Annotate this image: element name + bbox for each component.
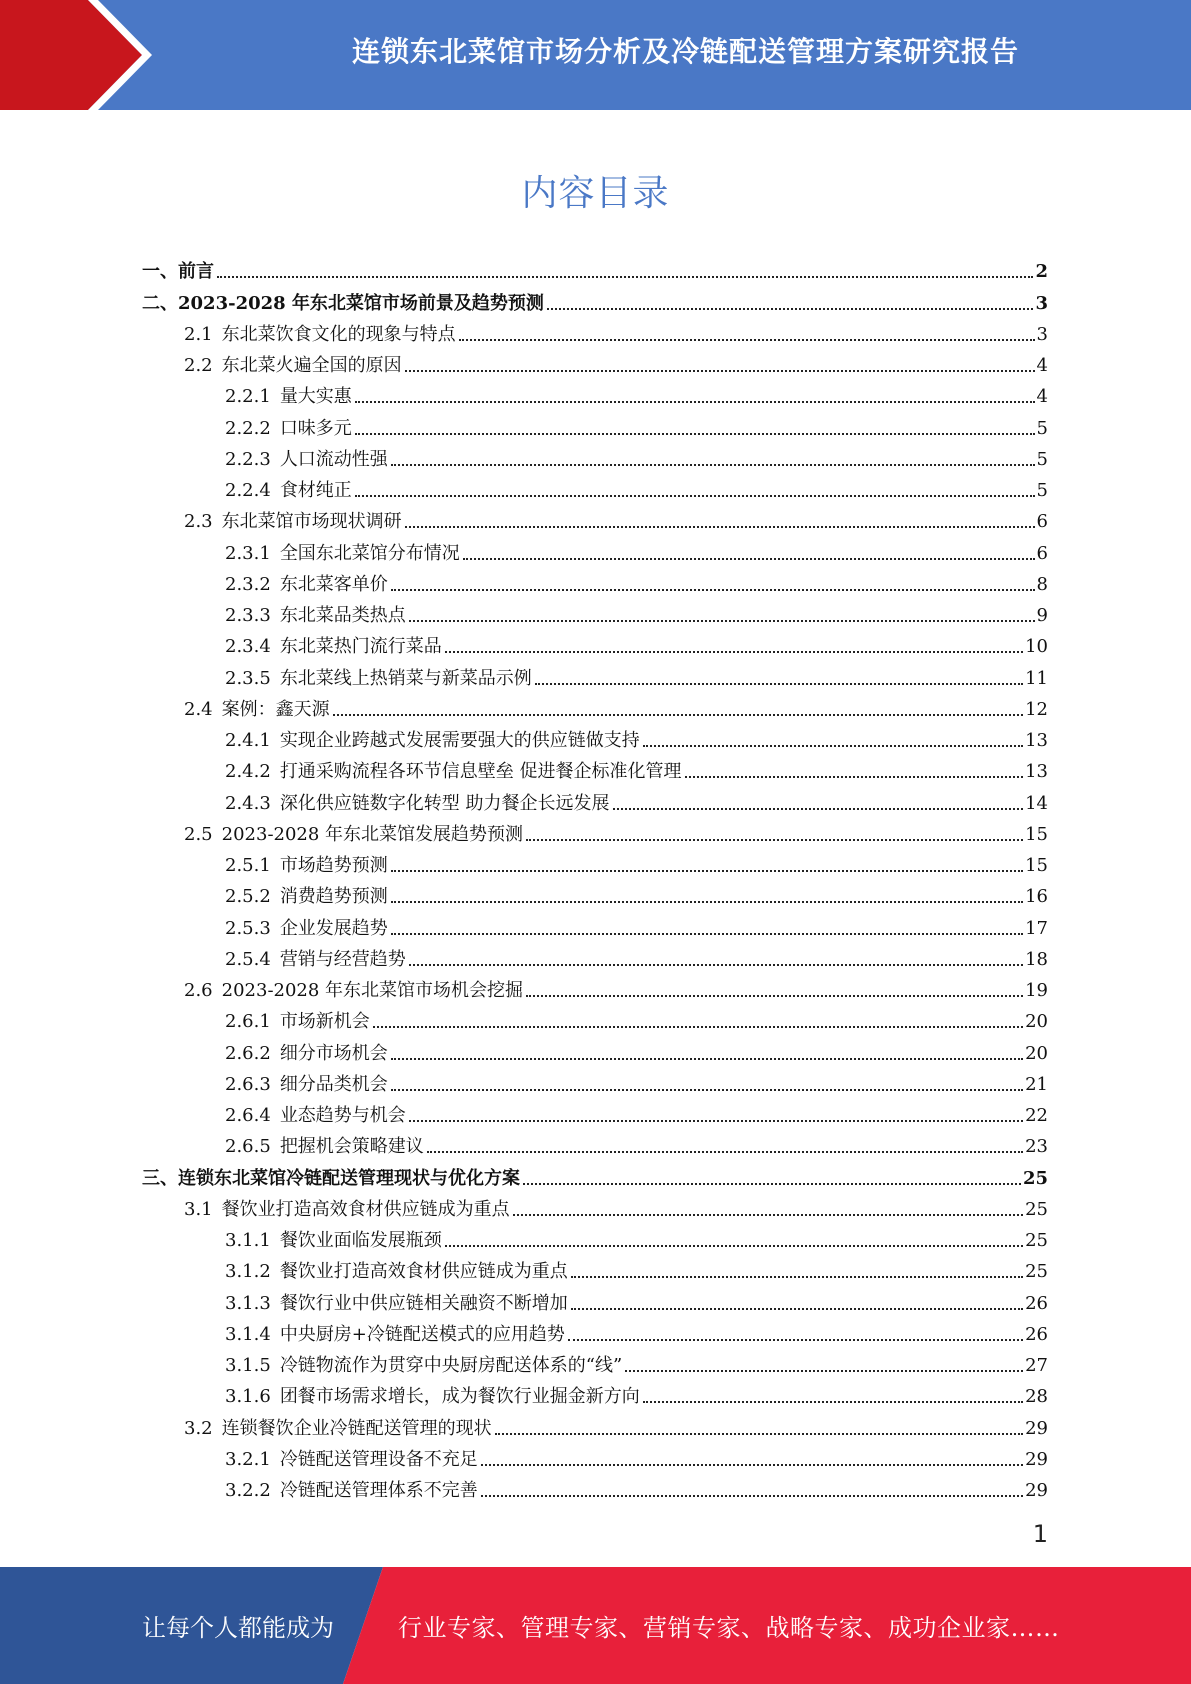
toc-entry[interactable]	[142, 1472, 1048, 1503]
toc-entry-label: 量大实惠	[279, 386, 352, 408]
toc-entry-number: 3.1.5	[225, 1355, 271, 1376]
toc-entry-page: 8	[1036, 573, 1048, 595]
toc-entry[interactable]	[142, 1316, 1048, 1347]
toc-entry[interactable]	[142, 722, 1048, 753]
toc-entry-page: 11	[1025, 667, 1048, 689]
toc-entry-number: 2.5.1	[225, 855, 271, 876]
toc-entry[interactable]	[142, 1066, 1048, 1097]
toc-entry-page: 12	[1025, 698, 1048, 720]
toc-entry-page: 19	[1025, 980, 1048, 1001]
toc-dot-leader	[643, 1401, 1023, 1403]
toc-entry[interactable]	[142, 1378, 1048, 1409]
toc-entry-number: 2.5	[184, 823, 213, 845]
toc-heading: 内容目录	[521, 173, 670, 214]
toc-dot-leader	[481, 1495, 1023, 1497]
toc-entry[interactable]	[142, 1097, 1048, 1128]
toc-entry-number: 3.2	[184, 1417, 213, 1439]
toc-dot-leader	[459, 339, 1035, 341]
toc-entry-label: 东北菜客单价	[279, 573, 388, 595]
toc-entry[interactable]	[142, 1441, 1048, 1472]
toc-entry-label: 案例：鑫天源	[221, 698, 330, 720]
toc-entry[interactable]	[142, 847, 1048, 878]
toc-entry[interactable]	[142, 784, 1048, 815]
toc-entry-number: 2.3.1	[225, 542, 271, 564]
header-arrow-shape	[0, 0, 160, 110]
toc-entry-label: 餐饮业面临发展瓶颈	[279, 1230, 442, 1251]
toc-entry-label: 餐饮行业中供应链相关融资不断增加	[279, 1292, 568, 1314]
toc-entry-page: 25	[1022, 1167, 1048, 1189]
toc-entry-label: 冷链配送管理体系不完善	[279, 1480, 478, 1501]
toc-entry-number: 3.2.1	[225, 1448, 271, 1470]
toc-entry-page: 4	[1036, 386, 1048, 408]
toc-entry-number: 3.1	[184, 1198, 213, 1220]
toc-entry-number: 2.2.4	[225, 480, 271, 501]
toc-entry-label: 一、前言	[142, 261, 214, 283]
toc-dot-leader	[427, 1151, 1023, 1153]
toc-entry-page: 5	[1036, 417, 1048, 439]
toc-dot-leader	[355, 401, 1035, 403]
page-number: 1	[1032, 1520, 1048, 1548]
toc-entry-label: 2023-2028 年东北菜馆发展趋势预测	[221, 823, 524, 845]
toc-entry-label: 东北菜火遍全国的原因	[221, 355, 402, 376]
toc-entry-label: 食材纯正	[279, 480, 352, 501]
toc-dot-leader	[526, 839, 1023, 841]
toc-entry-page: 23	[1025, 1136, 1048, 1158]
toc-entry[interactable]	[142, 628, 1048, 659]
toc-entry-label: 口味多元	[279, 417, 352, 439]
toc-entry-label: 冷链配送管理设备不充足	[279, 1448, 478, 1470]
toc-entry-label: 企业发展趋势	[279, 917, 388, 939]
toc-dot-leader	[405, 526, 1035, 528]
footer-band	[0, 1567, 1191, 1684]
toc-entry[interactable]	[142, 1034, 1048, 1065]
toc-entry-page: 25	[1025, 1198, 1048, 1220]
toc-entry[interactable]	[142, 566, 1048, 597]
toc-entry[interactable]	[142, 1347, 1048, 1378]
toc-entry-label: 东北菜品类热点	[279, 605, 406, 626]
toc-entry-number: 2.2.1	[225, 386, 271, 408]
table-of-contents	[142, 253, 1048, 1503]
toc-entry-page: 3	[1035, 292, 1048, 314]
toc-entry-number: 3.1.4	[225, 1323, 271, 1345]
toc-entry-page: 29	[1025, 1417, 1048, 1439]
toc-entry-number: 2.3	[184, 511, 213, 533]
toc-dot-leader	[355, 433, 1035, 435]
toc-entry-number: 2.4.3	[225, 792, 271, 814]
toc-entry-page: 29	[1025, 1480, 1048, 1501]
toc-dot-leader	[495, 1433, 1023, 1435]
toc-entry[interactable]	[142, 816, 1048, 847]
toc-entry-number: 2.2.3	[225, 448, 271, 470]
toc-entry-page: 4	[1036, 355, 1048, 376]
toc-entry[interactable]	[142, 1284, 1048, 1315]
toc-dot-leader	[409, 964, 1023, 966]
toc-entry-label: 市场新机会	[279, 1011, 370, 1033]
toc-entry-page: 20	[1025, 1011, 1048, 1033]
toc-entry-label: 业态趋势与机会	[279, 1105, 406, 1126]
toc-entry-number: 3.1.2	[225, 1261, 271, 1283]
toc-dot-leader	[568, 1339, 1023, 1341]
toc-dot-leader	[613, 808, 1024, 810]
toc-entry[interactable]	[142, 1159, 1048, 1190]
toc-dot-leader	[217, 276, 1033, 278]
toc-entry[interactable]	[142, 441, 1048, 472]
toc-entry-page: 26	[1025, 1292, 1048, 1314]
toc-entry-page: 14	[1025, 792, 1048, 814]
toc-dot-leader	[535, 683, 1023, 685]
toc-entry-label: 东北菜馆市场现状调研	[221, 511, 402, 533]
toc-entry[interactable]	[142, 1128, 1048, 1159]
toc-entry-number: 2.6.5	[225, 1136, 271, 1158]
toc-dot-leader	[405, 370, 1035, 372]
toc-entry-number: 2.3.2	[225, 573, 271, 595]
toc-entry[interactable]	[142, 941, 1048, 972]
toc-entry-page: 29	[1025, 1448, 1048, 1470]
toc-entry-number: 2.6.3	[225, 1073, 271, 1095]
toc-dot-leader	[391, 901, 1023, 903]
toc-dot-leader	[445, 1245, 1023, 1247]
toc-entry[interactable]	[142, 1253, 1048, 1284]
toc-entry[interactable]	[142, 503, 1048, 534]
toc-dot-leader	[391, 1089, 1023, 1091]
toc-entry-label: 冷链物流作为贯穿中央厨房配送体系的“线”	[279, 1355, 623, 1376]
toc-entry-page: 9	[1036, 605, 1048, 626]
toc-entry[interactable]	[142, 1003, 1048, 1034]
toc-dot-leader	[685, 776, 1024, 778]
toc-dot-leader	[571, 1276, 1023, 1278]
toc-entry-number: 2.6	[184, 980, 213, 1001]
toc-entry-number: 2.6.1	[225, 1011, 271, 1033]
toc-entry-number: 2.6.4	[225, 1105, 271, 1126]
toc-entry[interactable]	[142, 253, 1048, 284]
toc-dot-leader	[391, 589, 1035, 591]
toc-dot-leader	[409, 1120, 1023, 1122]
toc-entry-label: 人口流动性强	[279, 448, 388, 470]
toc-entry-page: 25	[1025, 1261, 1048, 1283]
toc-entry-number: 2.4.1	[225, 730, 271, 751]
toc-entry[interactable]	[142, 472, 1048, 503]
toc-entry-number: 3.1.3	[225, 1292, 271, 1314]
toc-entry-page: 28	[1025, 1386, 1048, 1408]
toc-entry-page: 13	[1025, 730, 1048, 751]
toc-entry-page: 5	[1036, 448, 1048, 470]
toc-dot-leader	[547, 308, 1034, 310]
toc-entry-number: 3.1.1	[225, 1230, 271, 1251]
toc-entry-label: 三、连锁东北菜馆冷链配送管理现状与优化方案	[142, 1167, 520, 1189]
toc-entry[interactable]	[142, 409, 1048, 440]
toc-dot-leader	[373, 1026, 1023, 1028]
toc-entry-page: 3	[1036, 323, 1048, 345]
toc-dot-leader	[625, 1370, 1023, 1372]
toc-entry-number: 2.2	[184, 355, 213, 376]
toc-entry[interactable]	[142, 878, 1048, 909]
toc-entry-page: 27	[1025, 1355, 1048, 1376]
toc-dot-leader	[463, 558, 1035, 560]
toc-entry[interactable]	[142, 378, 1048, 409]
toc-entry-page: 5	[1036, 480, 1048, 501]
toc-dot-leader	[333, 714, 1023, 716]
toc-entry-number: 2.5.3	[225, 917, 271, 939]
toc-entry-number: 2.1	[184, 323, 213, 345]
toc-entry-label: 消费趋势预测	[279, 886, 388, 908]
toc-entry-page: 15	[1025, 823, 1048, 845]
toc-entry[interactable]	[142, 316, 1048, 347]
toc-entry-page: 21	[1025, 1073, 1048, 1095]
toc-entry-number: 3.1.6	[225, 1386, 271, 1408]
toc-entry-page: 16	[1025, 886, 1048, 908]
toc-dot-leader	[391, 1058, 1023, 1060]
toc-entry-page: 13	[1025, 761, 1048, 783]
toc-entry-label: 团餐市场需求增长，成为餐饮行业掘金新方向	[279, 1386, 640, 1408]
toc-entry-number: 2.3.3	[225, 605, 271, 626]
toc-dot-leader	[409, 620, 1035, 622]
toc-entry-page: 10	[1025, 636, 1048, 658]
toc-entry-label: 餐饮业打造高效食材供应链成为重点	[221, 1198, 510, 1220]
report-title: 连锁东北菜馆市场分析及冷链配送管理方案研究报告	[351, 35, 1019, 68]
toc-entry-page: 25	[1025, 1230, 1048, 1251]
toc-dot-leader	[391, 464, 1035, 466]
toc-entry-page: 2	[1035, 261, 1048, 283]
toc-dot-leader	[513, 1214, 1023, 1216]
footer-slogan-right: 行业专家、管理专家、营销专家、战略专家、成功企业家……	[398, 1614, 1060, 1642]
toc-entry-label: 全国东北菜馆分布情况	[279, 542, 460, 564]
toc-entry-label: 营销与经营趋势	[279, 948, 406, 970]
toc-entry-page: 26	[1025, 1323, 1048, 1345]
toc-entry[interactable]	[142, 1222, 1048, 1253]
toc-dot-leader	[481, 1464, 1023, 1466]
toc-entry-page: 22	[1025, 1105, 1048, 1126]
toc-entry[interactable]	[142, 1191, 1048, 1222]
toc-entry-label: 深化供应链数字化转型 助力餐企长远发展	[279, 792, 610, 814]
toc-entry-number: 2.3.5	[225, 667, 271, 689]
toc-entry[interactable]	[142, 534, 1048, 565]
toc-entry-label: 连锁餐饮企业冷链配送管理的现状	[221, 1417, 492, 1439]
footer-slogan-left: 让每个人都能成为	[142, 1614, 334, 1642]
toc-entry-label: 餐饮业打造高效食材供应链成为重点	[279, 1261, 568, 1283]
header-band	[0, 0, 1191, 110]
toc-dot-leader	[391, 870, 1023, 872]
toc-entry-number: 3.2.2	[225, 1480, 271, 1501]
toc-entry-page: 18	[1025, 948, 1048, 970]
toc-entry[interactable]	[142, 1409, 1048, 1440]
toc-dot-leader	[571, 1308, 1023, 1310]
toc-entry-page: 6	[1036, 542, 1048, 564]
toc-dot-leader	[355, 495, 1035, 497]
toc-entry[interactable]	[142, 972, 1048, 1003]
toc-entry-page: 6	[1036, 511, 1048, 533]
toc-dot-leader	[445, 651, 1023, 653]
toc-entry-label: 实现企业跨越式发展需要强大的供应链做支持	[279, 730, 640, 751]
toc-entry-label: 东北菜饮食文化的现象与特点	[221, 323, 456, 345]
toc-entry-number: 2.2.2	[225, 417, 271, 439]
toc-entry-label: 把握机会策略建议	[279, 1136, 424, 1158]
toc-entry-number: 2.3.4	[225, 636, 271, 658]
toc-entry-page: 17	[1025, 917, 1048, 939]
toc-entry[interactable]	[142, 284, 1048, 315]
toc-entry-number: 2.4.2	[225, 761, 271, 783]
toc-entry[interactable]	[142, 347, 1048, 378]
toc-entry-label: 细分市场机会	[279, 1042, 388, 1064]
toc-entry-label: 中央厨房+冷链配送模式的应用趋势	[279, 1323, 565, 1345]
toc-entry-number: 2.5.2	[225, 886, 271, 908]
toc-entry[interactable]	[142, 753, 1048, 784]
toc-entry-page: 15	[1025, 855, 1048, 876]
toc-entry[interactable]	[142, 597, 1048, 628]
toc-entry-label: 打通采购流程各环节信息壁垒 促进餐企标准化管理	[279, 761, 682, 783]
toc-dot-leader	[391, 933, 1023, 935]
toc-entry-label: 市场趋势预测	[279, 855, 388, 876]
toc-entry[interactable]	[142, 909, 1048, 940]
toc-entry-label: 二、2023-2028 年东北菜馆市场前景及趋势预测	[142, 292, 544, 314]
toc-entry[interactable]	[142, 691, 1048, 722]
toc-entry-number: 2.6.2	[225, 1042, 271, 1064]
toc-entry-label: 东北菜热门流行菜品	[279, 636, 442, 658]
toc-entry-label: 东北菜线上热销菜与新菜品示例	[279, 667, 532, 689]
toc-dot-leader	[643, 745, 1023, 747]
toc-entry-label: 2023-2028 年东北菜馆市场机会挖掘	[221, 980, 524, 1001]
toc-dot-leader	[523, 1183, 1021, 1185]
toc-dot-leader	[526, 995, 1023, 997]
toc-entry-page: 20	[1025, 1042, 1048, 1064]
toc-entry[interactable]	[142, 659, 1048, 690]
toc-entry-number: 2.4	[184, 698, 213, 720]
toc-entry-number: 2.5.4	[225, 948, 271, 970]
toc-entry-label: 细分品类机会	[279, 1073, 388, 1095]
